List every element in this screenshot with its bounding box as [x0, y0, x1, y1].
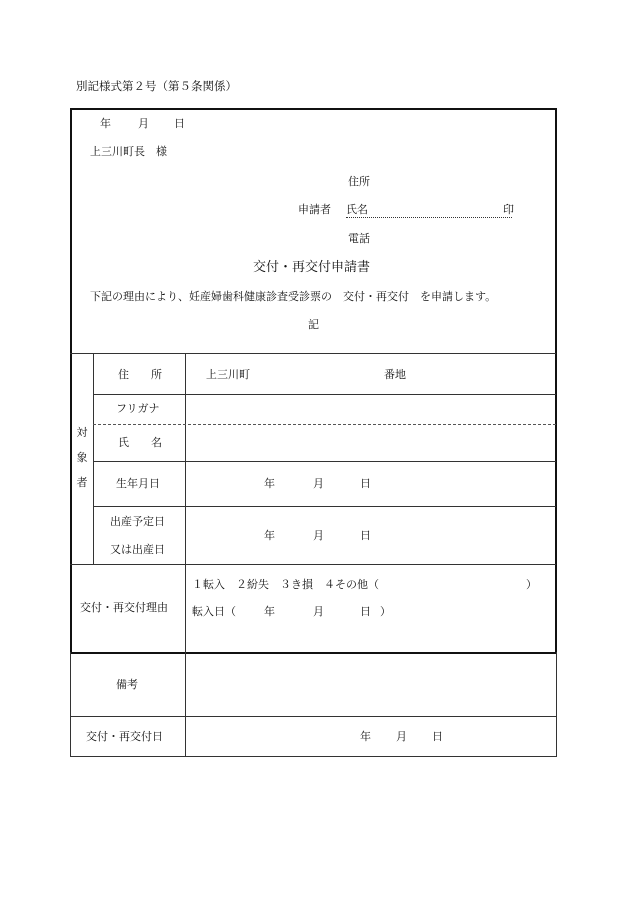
address-town: 上三川町 — [206, 368, 250, 381]
due-day: 日 — [360, 529, 371, 542]
row-line-furigana — [93, 424, 556, 425]
label-col-line — [185, 353, 186, 757]
due-year: 年 — [264, 529, 275, 542]
issue-date-label: 交付・再交付日 — [86, 730, 163, 743]
row-line-4 — [70, 564, 556, 565]
date-year: 年 — [100, 117, 111, 130]
applicant-seal: 印 — [503, 203, 514, 216]
move-in-open: 転入日（ — [192, 605, 236, 618]
row-line-1 — [93, 394, 556, 395]
form-number: 別記様式第２号（第５条関係） — [76, 79, 237, 93]
due-label-2: 又は出産日 — [110, 543, 165, 556]
birth-year: 年 — [264, 477, 275, 490]
statement: 下記の理由により、妊産婦歯科健康診査受診票の 交付・再交付 を申請します。 — [90, 290, 497, 303]
frame-right — [555, 108, 557, 654]
applicant-role-label: 申請者 — [298, 203, 331, 216]
ki-label: 記 — [308, 318, 319, 331]
move-in-year: 年 — [264, 605, 275, 618]
furigana-label: フリガナ — [116, 402, 160, 415]
issue-year: 年 — [360, 730, 371, 743]
table-top-line — [70, 353, 556, 354]
lower-bottom-line — [70, 756, 556, 757]
applicant-phone-label: 電話 — [348, 232, 370, 245]
subject-label-1: 対 — [76, 426, 88, 439]
move-in-day: 日 — [360, 605, 371, 618]
move-in-month: 月 — [313, 605, 324, 618]
lower-left-line — [70, 652, 71, 757]
birth-day: 日 — [360, 477, 371, 490]
reason-options[interactable]: １転入 ２紛失 ３き損 ４その他（ — [192, 578, 379, 591]
applicant-name-line[interactable] — [346, 217, 512, 218]
birth-month: 月 — [313, 477, 324, 490]
applicant-name-label: 氏名 — [346, 203, 368, 216]
date-month: 月 — [138, 117, 149, 130]
row-line-2 — [93, 461, 556, 462]
applicant-address-label: 住所 — [348, 175, 370, 188]
lower-mid-line — [70, 716, 556, 717]
birth-label: 生年月日 — [116, 477, 160, 490]
subject-label-3: 者 — [76, 476, 88, 489]
issue-day: 日 — [432, 730, 443, 743]
address-label: 住 所 — [118, 368, 162, 381]
subject-col-line — [93, 353, 94, 564]
move-in-close: ） — [380, 605, 391, 618]
subject-label-2: 象 — [76, 451, 88, 464]
frame-top — [70, 108, 557, 110]
name-label: 氏 名 — [118, 436, 162, 449]
addressee: 上三川町長 様 — [90, 145, 167, 158]
due-label-1: 出産予定日 — [110, 515, 165, 528]
frame-left — [70, 108, 72, 654]
row-line-3 — [93, 506, 556, 507]
reason-close: ） — [526, 578, 537, 591]
address-banchi: 番地 — [384, 368, 406, 381]
reason-label: 交付・再交付理由 — [80, 601, 168, 614]
date-day: 日 — [174, 117, 185, 130]
lower-right-line — [556, 652, 557, 757]
due-month: 月 — [313, 529, 324, 542]
form-title: 交付・再交付申請書 — [253, 260, 371, 275]
remarks-label: 備考 — [116, 678, 138, 691]
frame-bottom — [70, 652, 557, 654]
issue-month: 月 — [396, 730, 407, 743]
